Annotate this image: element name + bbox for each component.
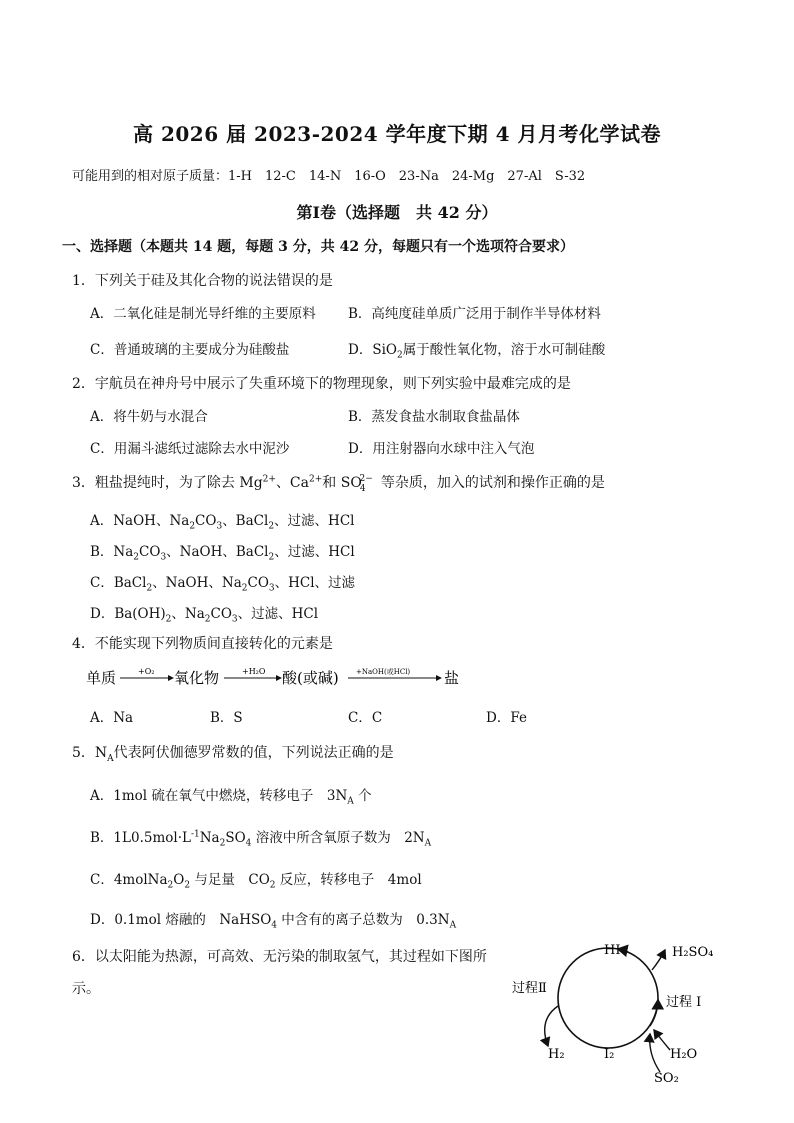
q5-option-a: A．1mol 硫在氧气中燃烧，转移电子 $3N_A$ 个 xyxy=(90,788,372,807)
label-process-1: 过程 Ⅰ xyxy=(666,995,702,1010)
q5-stem: 5．$N_A$代表阿伏伽德罗常数的值，下列说法正确的是 xyxy=(72,745,394,764)
label-so2: SO₂ xyxy=(654,1071,679,1086)
q4-option-a: A．Na xyxy=(90,710,134,726)
q6-stem-line1: 6．以太阳能为热源，可高效、无污染的制取氢气，其过程如下图所 xyxy=(72,949,487,965)
q6-cycle-diagram xyxy=(500,930,740,1090)
q1-option-d: D．SiO$_2$属于酸性氧化物，溶于水可制硅酸 xyxy=(348,342,606,361)
atomic-masses: 可能用到的相对原子质量：1-H 12-C 14-N 16-O 23-Na 24-Mg 27-Al S-32 xyxy=(72,169,586,184)
label-hi: HI xyxy=(604,943,621,958)
arrow-2-label: +H₂O xyxy=(242,667,266,676)
arrow-1-label: +O₂ xyxy=(138,667,155,676)
q1-stem: 1．下列关于硅及其化合物的说法错误的是 xyxy=(72,273,333,289)
q5-option-b: B．$1L0.5mol\cdot L^{-1}Na_2SO_4$ 溶液中所含氧原子数为 $2N_A$ xyxy=(90,829,432,849)
q3-option-d: D．$Ba(OH)_2$、$Na_2CO_3$、过滤、HCl xyxy=(90,606,319,625)
h2-out-arrow xyxy=(545,1006,558,1046)
label-process-2: 过程Ⅱ xyxy=(512,981,547,996)
arrow-3-head xyxy=(436,675,442,681)
q4-conversion-chain xyxy=(86,662,486,692)
page-title: 高 2026 届 2023-2024 学年度下期 4 月月考化学试卷 xyxy=(133,122,661,146)
q1-option-b: B．高纯度硅单质广泛用于制作半导体材料 xyxy=(348,306,601,322)
q3-option-c: C．BaCl$_2$、NaOH、$Na_2CO_3$、HCl、过滤 xyxy=(90,575,356,594)
chain-elemental: 单质 xyxy=(86,669,117,687)
q4-option-d: D．Fe xyxy=(486,710,527,726)
arrow-3-label: +NaOH(或HCl) xyxy=(356,668,411,676)
cycle-circle xyxy=(558,948,658,1048)
q2-option-c: C．用漏斗滤纸过滤除去水中泥沙 xyxy=(90,441,290,457)
q2-option-d: D．用注射器向水球中注入气泡 xyxy=(348,441,535,457)
chain-salt: 盐 xyxy=(444,669,460,687)
label-h2so4: H₂SO₄ xyxy=(672,945,714,960)
chain-acid-base: 酸(或碱) xyxy=(282,669,339,687)
so2-in-arrow xyxy=(650,1034,660,1072)
q4-option-b: B．S xyxy=(210,710,243,726)
q4-stem: 4．不能实现下列物质间直接转化的元素是 xyxy=(72,636,333,652)
section-title: 第Ⅰ卷（选择题 共 42 分） xyxy=(296,203,498,222)
q5-option-c: C．$4molNa_2O_2$ 与足量 $CO_2$ 反应，转移电子 4mol xyxy=(90,872,422,891)
q3-option-a: A．NaOH、$Na_2CO_3$、BaCl$_2$、过滤、HCl xyxy=(90,513,355,532)
q6-stem-line2: 示。 xyxy=(72,981,100,997)
q2-option-b: B．蒸发食盐水制取食盐晶体 xyxy=(348,409,520,425)
q2-stem: 2．宇航员在神舟号中展示了失重环境下的物理现象，则下列实验中最难完成的是 xyxy=(72,376,571,392)
part-title: 一、选择题（本题共 14 题，每题 3 分，共 42 分，每题只有一个选项符合要求） xyxy=(62,239,574,255)
label-i2: I₂ xyxy=(604,1047,615,1062)
q1-option-c: C．普通玻璃的主要成分为硅酸盐 xyxy=(90,342,290,358)
label-h2: H₂ xyxy=(548,1047,565,1062)
q3-option-b: B．$Na_2CO_3$、NaOH、BaCl$_2$、过滤、HCl xyxy=(90,544,355,563)
q2-option-a: A．将牛奶与水混合 xyxy=(90,409,208,425)
q1-option-a: A．二氧化硅是制光导纤维的主要原料 xyxy=(90,306,316,322)
h2o-in-arrow xyxy=(654,1030,670,1050)
q3-stem: 3．粗盐提纯时，为了除去 $Mg^{2+}$、$Ca^{2+}$和 $SO_4^{2-}$ 等杂质，加入的试剂和操作正确的是 xyxy=(72,474,605,494)
q5-option-d: D．0.1mol 熔融的 NaHSO$_4$ 中含有的离子总数为 $0.3N_A$ xyxy=(90,912,457,931)
q4-option-c: C．C xyxy=(348,710,383,726)
h2so4-out-arrow xyxy=(652,950,665,970)
chain-oxide: 氧化物 xyxy=(174,669,220,687)
label-h2o: H₂O xyxy=(670,1047,698,1062)
